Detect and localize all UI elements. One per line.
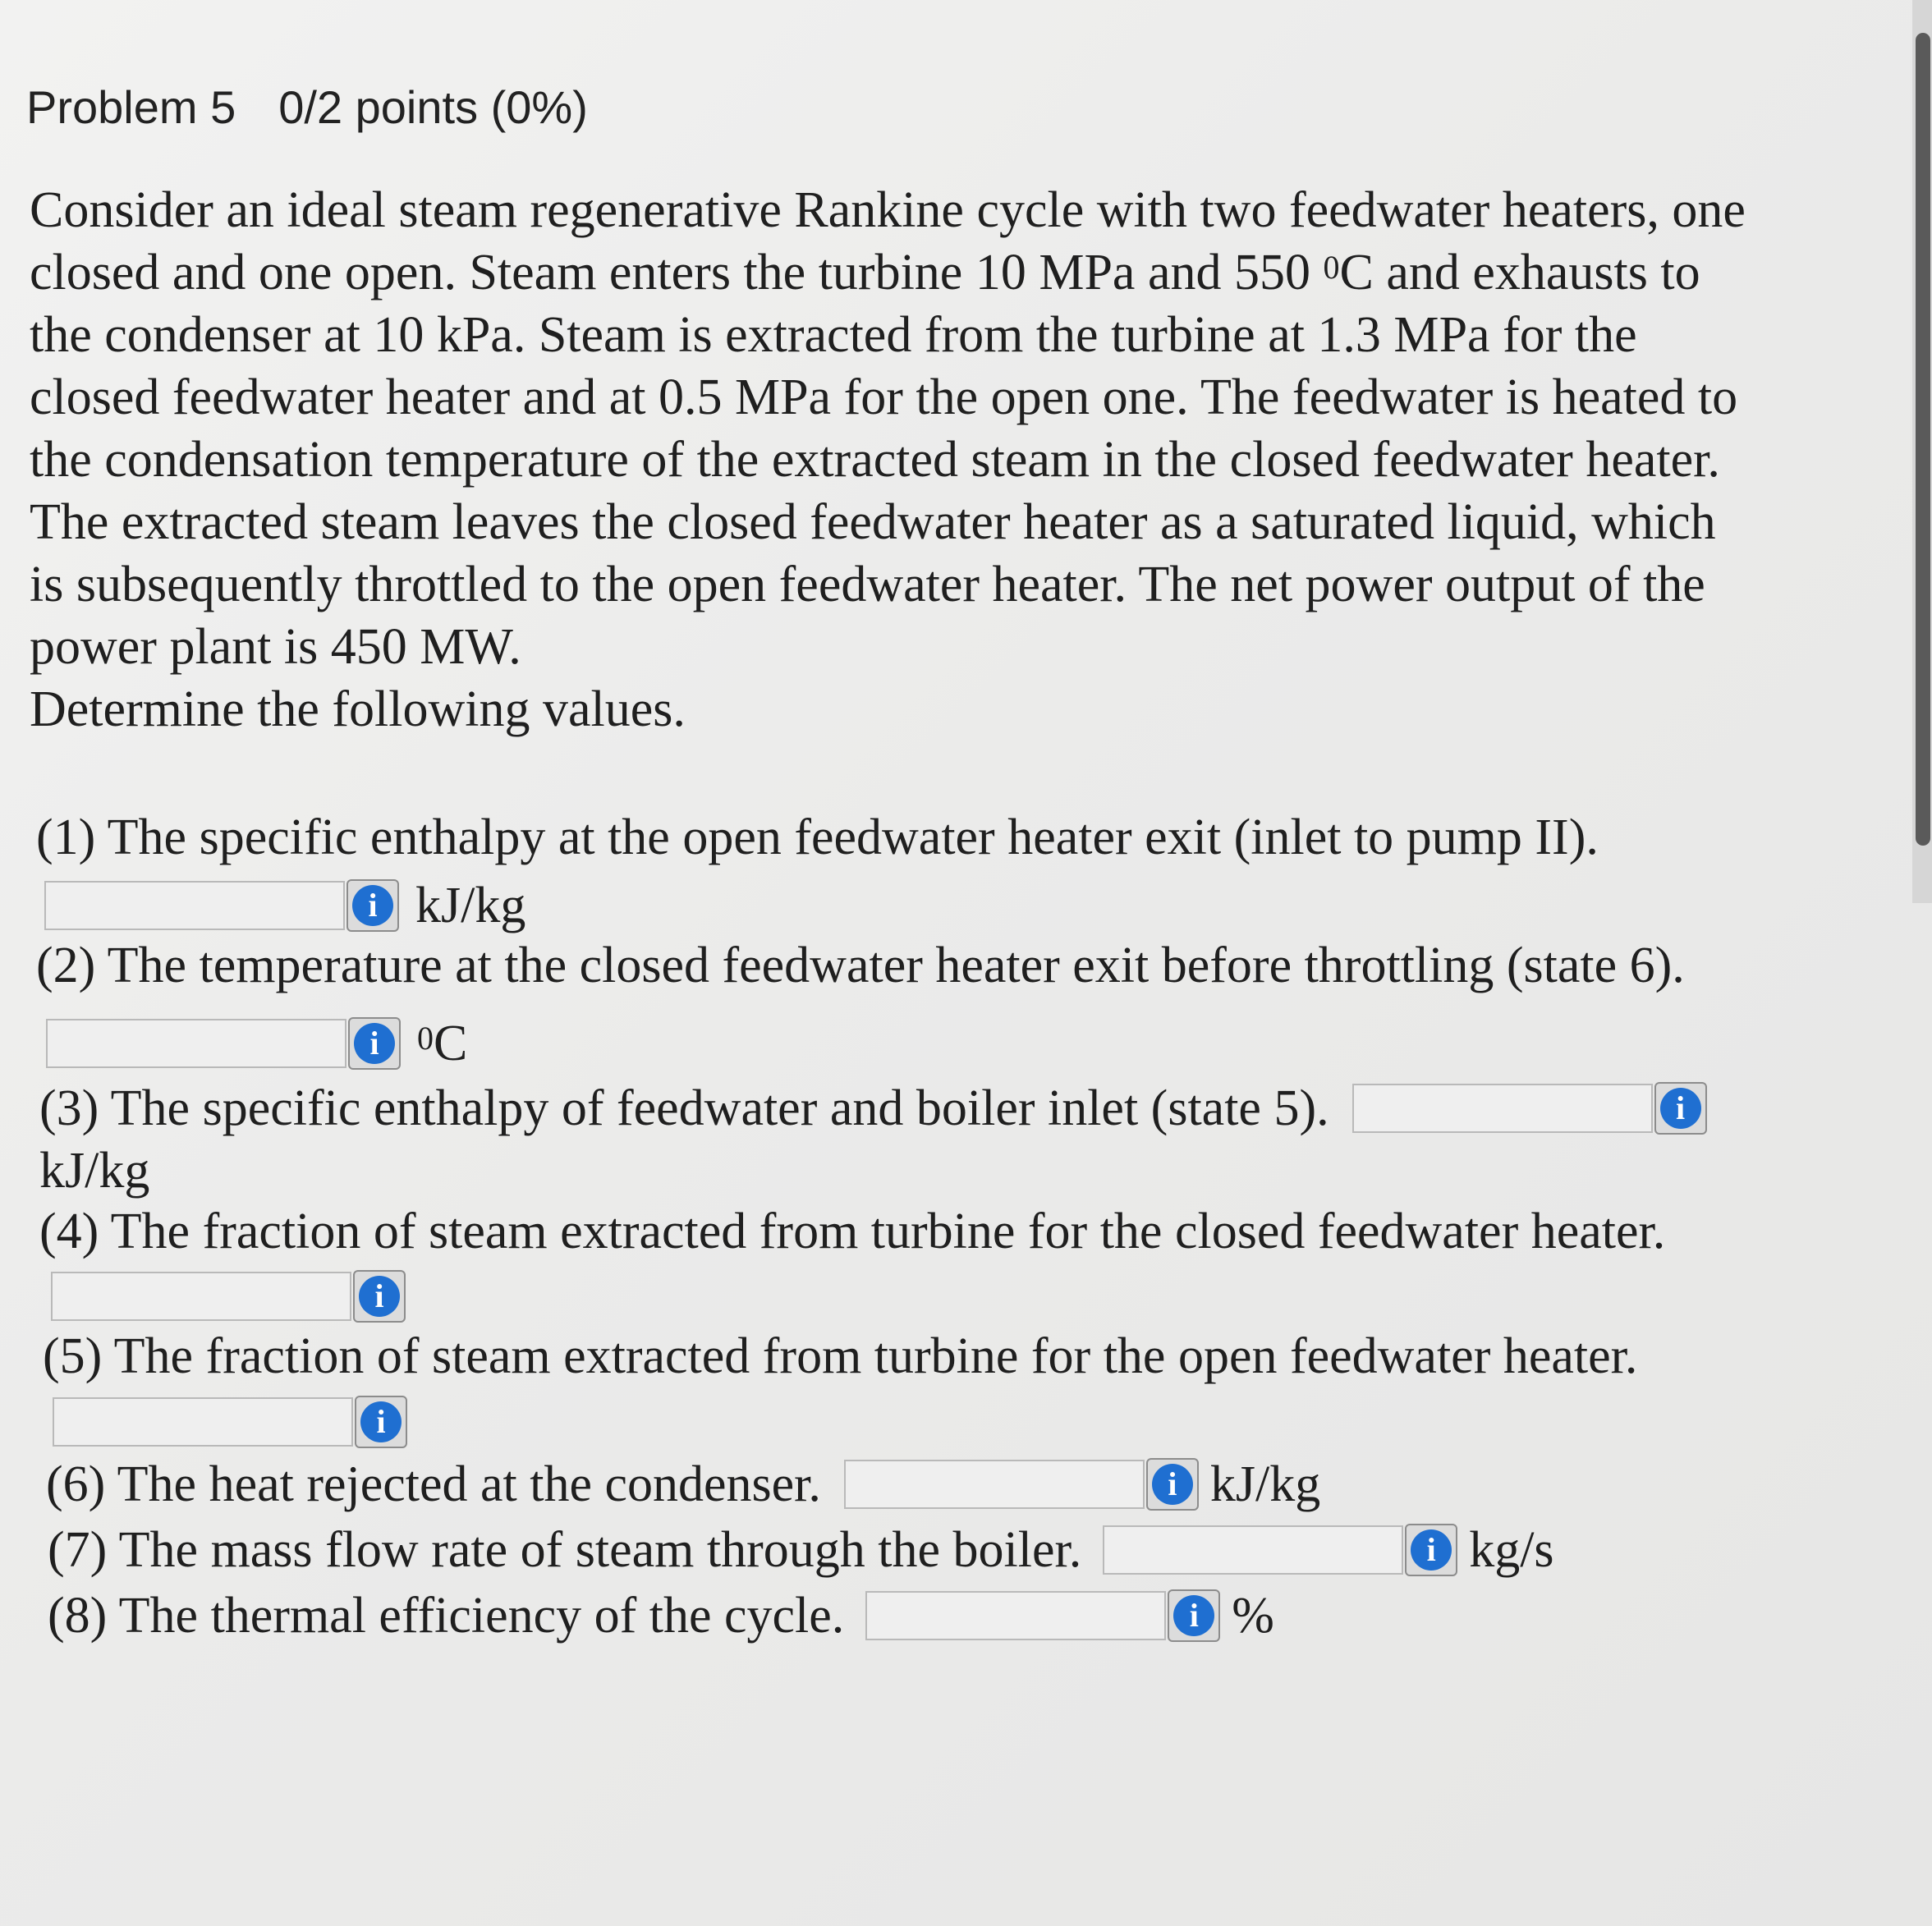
info-icon: i	[1173, 1595, 1214, 1636]
statement-line: Determine the following values.	[30, 681, 686, 737]
question-6-text: (6) The heat rejected at the condenser.	[46, 1456, 821, 1512]
question-1-answer-row	[44, 874, 525, 937]
info-icon: i	[352, 885, 393, 926]
problem-header	[26, 80, 588, 134]
statement-line: closed and one open. Steam enters the turbine 10 MPa and 550 $^0$C and exhausts to	[30, 245, 1700, 300]
q1-answer-input[interactable]	[44, 881, 345, 930]
info-icon: i	[1152, 1464, 1193, 1505]
statement-line: Consider an ideal steam regenerative Rankine cycle with two feedwater heaters, one	[30, 182, 1746, 238]
q1-info-button[interactable]	[346, 879, 399, 932]
question-2-text: (2) The temperature at the closed feedwater heater exit before throttling (state 6).	[36, 938, 1685, 993]
points-label: 0/2 points (0%)	[278, 81, 588, 133]
q6-info-button[interactable]	[1146, 1458, 1199, 1511]
question-3-text: (3) The specific enthalpy of feedwater and boiler inlet (state 5).	[39, 1080, 1329, 1136]
q8-info-button[interactable]	[1168, 1589, 1220, 1642]
q6-answer-input[interactable]	[844, 1460, 1145, 1509]
question-5-text: (5) The fraction of steam extracted from turbine for the open feedwater heater.	[43, 1328, 1638, 1384]
question-4-answer-row	[51, 1270, 406, 1323]
q7-info-button[interactable]	[1405, 1524, 1457, 1576]
question-7-text: (7) The mass flow rate of steam through the boiler.	[48, 1522, 1082, 1578]
problem-statement	[30, 179, 1836, 741]
q3-answer-input[interactable]	[1352, 1084, 1653, 1133]
statement-line: power plant is 450 MW.	[30, 619, 521, 675]
statement-line: the condensation temperature of the extracted steam in the closed feedwater heater.	[30, 432, 1720, 488]
question-4-text: (4) The fraction of steam extracted from turbine for the closed feedwater heater.	[39, 1204, 1666, 1259]
info-icon: i	[354, 1023, 395, 1064]
q2-unit: $^0$C	[417, 1016, 468, 1071]
statement-line: is subsequently throttled to the open feedwater heater. The net power output of the	[30, 557, 1705, 612]
q8-answer-input[interactable]	[865, 1591, 1166, 1640]
q7-unit: kg/s	[1469, 1522, 1554, 1578]
question-2-answer-row	[46, 1012, 467, 1075]
statement-line: closed feedwater heater and at 0.5 MPa for the open one. The feedwater is heated to	[30, 369, 1738, 425]
problem-label: Problem 5	[26, 81, 236, 133]
info-icon: i	[1411, 1529, 1452, 1571]
q3-info-button[interactable]	[1654, 1082, 1707, 1135]
info-icon: i	[360, 1401, 402, 1442]
q5-info-button[interactable]	[355, 1396, 407, 1448]
q3-unit: kJ/kg	[39, 1143, 150, 1199]
q6-unit: kJ/kg	[1209, 1456, 1321, 1512]
q8-unit: %	[1232, 1588, 1274, 1644]
q1-unit: kJ/kg	[415, 878, 526, 933]
question-7-row	[48, 1519, 1554, 1581]
q2-info-button[interactable]	[348, 1017, 401, 1070]
statement-line: the condenser at 10 kPa. Steam is extracted from the turbine at 1.3 MPa for the	[30, 307, 1637, 363]
question-8-row	[48, 1584, 1274, 1647]
q4-answer-input[interactable]	[51, 1272, 351, 1321]
info-icon: i	[359, 1276, 400, 1317]
statement-line: The extracted steam leaves the closed feedwater heater as a saturated liquid, which	[30, 494, 1716, 550]
question-1-text: (1) The specific enthalpy at the open feedwater heater exit (inlet to pump II).	[36, 809, 1599, 865]
scrollbar-thumb[interactable]	[1916, 33, 1930, 846]
question-5-answer-row	[53, 1396, 407, 1448]
question-8-text: (8) The thermal efficiency of the cycle.	[48, 1588, 845, 1644]
q2-answer-input[interactable]	[46, 1019, 346, 1068]
question-3-row	[39, 1077, 1707, 1140]
info-icon: i	[1660, 1088, 1701, 1129]
q4-info-button[interactable]	[353, 1270, 406, 1323]
q5-answer-input[interactable]	[53, 1397, 353, 1447]
page-scrollbar[interactable]	[1912, 0, 1932, 903]
question-6-row	[46, 1453, 1320, 1516]
q7-answer-input[interactable]	[1103, 1525, 1403, 1575]
